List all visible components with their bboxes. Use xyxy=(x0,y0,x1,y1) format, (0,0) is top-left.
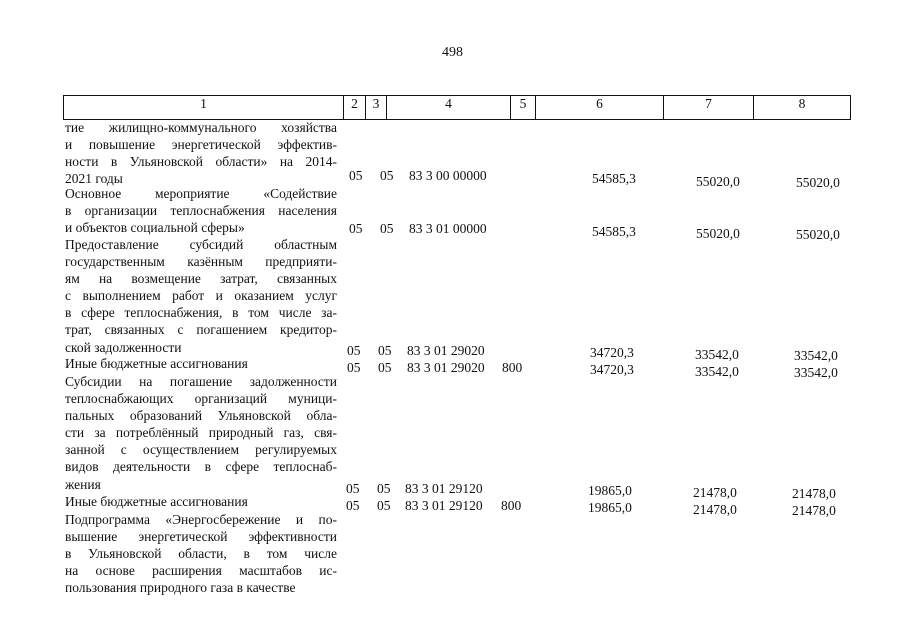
desc-line: Подпрограмма «Энергосбережение и по- xyxy=(65,512,337,527)
cell-amount-7: 55020,0 xyxy=(696,174,740,189)
cell-section: 05 xyxy=(347,360,361,375)
desc-block-other-allocations-2 xyxy=(65,493,337,510)
cell-amount-6: 19865,0 xyxy=(588,483,632,498)
cell-amount-8: 55020,0 xyxy=(796,175,840,190)
desc-line: ности в Ульяновской области» на 2014- xyxy=(65,154,337,170)
cell-amount-7: 21478,0 xyxy=(693,485,737,500)
cell-target-code: 83 3 01 29120 xyxy=(405,498,483,513)
cell-section: 05 xyxy=(346,481,360,496)
cell-amount-6: 34720,3 xyxy=(590,362,634,377)
desc-line: и повышение энергетической эффектив- xyxy=(65,137,337,153)
cell-subsection: 05 xyxy=(378,343,392,358)
cell-expense-type: 800 xyxy=(502,360,523,375)
table-header xyxy=(63,95,851,120)
cell-amount-8: 33542,0 xyxy=(794,348,838,363)
page-number: 498 xyxy=(442,45,463,60)
desc-line: в Ульяновской области, в том числе xyxy=(65,546,337,562)
desc-line: видов деятельности в сфере теплоснаб- xyxy=(65,459,337,475)
header-col-7: 7 xyxy=(663,96,753,119)
desc-line: пальных образований Ульяновской обла- xyxy=(65,408,337,424)
cell-amount-8: 21478,0 xyxy=(792,486,836,501)
desc-line: теплоснабжающих организаций муници- xyxy=(65,391,337,407)
cell-amount-7: 33542,0 xyxy=(695,364,739,379)
desc-line: тие жилищно-коммунального хозяйства xyxy=(65,120,337,135)
desc-line: с выполнением работ и оказанием услуг xyxy=(65,288,337,304)
desc-line: Предоставление субсидий областным xyxy=(65,237,337,252)
desc-line: в сфере теплоснабжения, в том числе за- xyxy=(65,305,337,321)
desc-block-main-activity xyxy=(65,185,337,236)
cell-amount-6: 19865,0 xyxy=(588,500,632,515)
desc-block-other-allocations-1 xyxy=(65,355,337,372)
desc-line: жения xyxy=(65,476,101,492)
cell-section: 05 xyxy=(346,498,360,513)
header-col-8: 8 xyxy=(753,96,850,119)
cell-amount-7: 33542,0 xyxy=(695,347,739,362)
desc-line: в организации теплоснабжения населения xyxy=(65,203,337,219)
desc-line: пользования природного газа в качестве xyxy=(65,580,296,596)
desc-line: государственным казённым предприяти- xyxy=(65,254,337,270)
cell-subsection: 05 xyxy=(380,168,394,183)
desc-line: занной с осуществлением регулируемых xyxy=(65,442,337,458)
header-col-3: 3 xyxy=(365,96,386,119)
cell-target-code: 83 3 01 29120 xyxy=(405,481,483,496)
cell-amount-6: 54585,3 xyxy=(592,171,636,186)
desc-line: 2021 годы xyxy=(65,171,123,187)
desc-line: трат, связанных с погашением кредитор- xyxy=(65,322,337,338)
cell-section: 05 xyxy=(347,343,361,358)
cell-amount-6: 34720,3 xyxy=(590,345,634,360)
desc-line: ской задолженности xyxy=(65,339,182,355)
cell-target-code: 83 3 00 00000 xyxy=(409,168,487,183)
cell-amount-8: 21478,0 xyxy=(792,503,836,518)
cell-subsection: 05 xyxy=(377,481,391,496)
desc-line: и объектов социальной сферы» xyxy=(65,220,245,236)
desc-block-subsidy-enterprises xyxy=(65,236,337,356)
desc-line: ям на возмещение затрат, связанных xyxy=(65,271,337,287)
desc-line: Субсидии на погашение задолженности xyxy=(65,374,337,389)
desc-line: вышение энергетической эффективности xyxy=(65,529,337,545)
cell-target-code: 83 3 01 29020 xyxy=(407,343,485,358)
desc-line: сти за потреблённый природный газ, свя- xyxy=(65,425,337,441)
header-col-5: 5 xyxy=(510,96,535,119)
desc-line: на основе расширения масштабов ис- xyxy=(65,563,337,579)
desc-block-program xyxy=(65,119,337,187)
cell-subsection: 05 xyxy=(380,221,394,236)
cell-subsection: 05 xyxy=(377,498,391,513)
cell-target-code: 83 3 01 29020 xyxy=(407,360,485,375)
cell-section: 05 xyxy=(349,168,363,183)
desc-block-subsidy-debt xyxy=(65,373,337,493)
cell-amount-7: 55020,0 xyxy=(696,226,740,241)
desc-line: Иные бюджетные ассигнования xyxy=(65,356,248,371)
header-col-6: 6 xyxy=(535,96,663,119)
cell-amount-8: 33542,0 xyxy=(794,365,838,380)
cell-amount-6: 54585,3 xyxy=(592,224,636,239)
desc-line: Основное мероприятие «Содействие xyxy=(65,186,337,201)
header-col-1: 1 xyxy=(200,96,207,111)
cell-subsection: 05 xyxy=(378,360,392,375)
cell-amount-7: 21478,0 xyxy=(693,502,737,517)
header-col-2: 2 xyxy=(343,96,365,119)
cell-amount-8: 55020,0 xyxy=(796,227,840,242)
cell-section: 05 xyxy=(349,221,363,236)
desc-block-subprogram xyxy=(65,511,337,596)
cell-expense-type: 800 xyxy=(501,498,522,513)
desc-line: Иные бюджетные ассигнования xyxy=(65,494,248,509)
cell-target-code: 83 3 01 00000 xyxy=(409,221,487,236)
header-col-4: 4 xyxy=(386,96,510,119)
